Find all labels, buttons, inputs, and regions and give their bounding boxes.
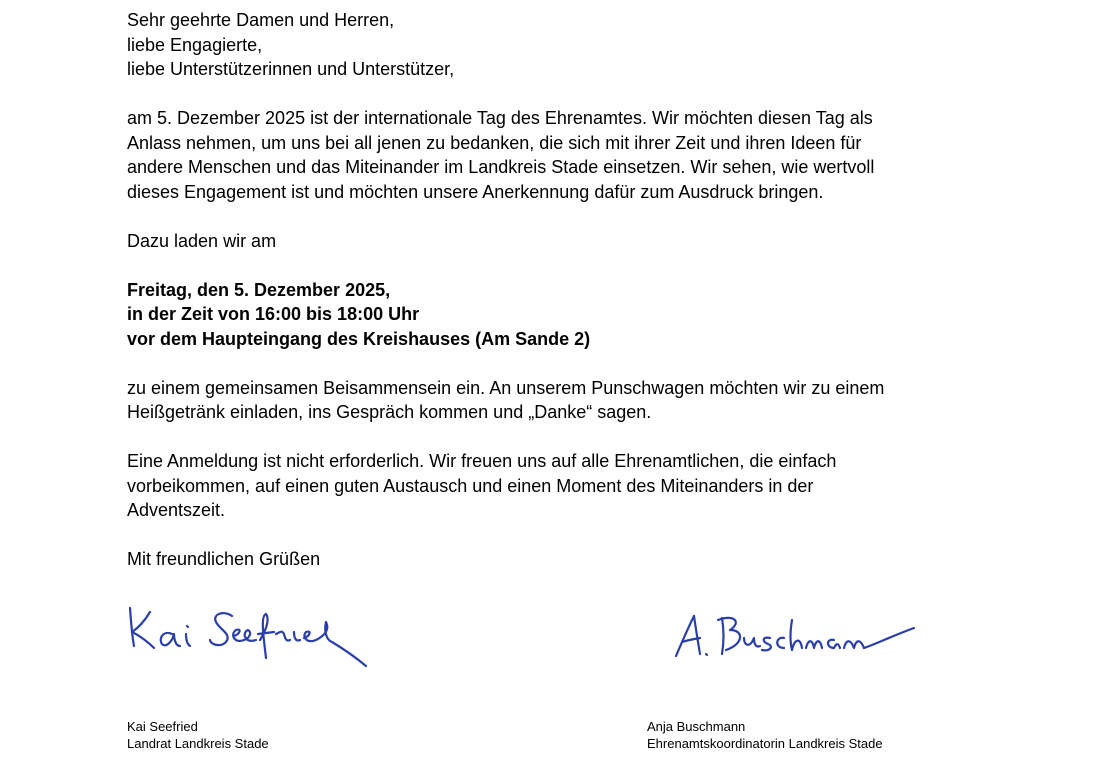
signature-a-buschmann-graphic	[670, 608, 920, 668]
invitation-lead: Dazu laden wir am	[127, 230, 277, 251]
salutation-line: liebe Unterstützerinnen und Unterstützer,	[127, 59, 455, 79]
paragraph-line: am 5. Dezember 2025 ist der internationale Tag des Ehrenamtes. Wir möchten diesen Tag als	[127, 108, 873, 128]
event-time: in der Zeit von 16:00 bis 18:00 Uhr	[127, 304, 420, 324]
signatory-right	[647, 718, 883, 752]
paragraph-line: vorbeikommen, auf einen guten Austausch und einen Moment des Miteinanders in der	[127, 475, 814, 496]
paragraph-line: Adventszeit.	[127, 500, 226, 520]
letter-body	[127, 8, 1027, 572]
signatory-name: Kai Seefried	[127, 719, 198, 734]
paragraph-line: dieses Engagement ist und möchten unsere Anerkennung dafür zum Ausdruck bringen.	[127, 181, 824, 202]
signatory-name: Anja Buschmann	[647, 719, 746, 734]
signatory-left	[127, 718, 269, 752]
gathering-paragraph	[127, 376, 1027, 425]
signature-kai-seefried	[120, 600, 380, 675]
signatory-title: Ehrenamtskoordinatorin Landkreis Stade	[647, 736, 883, 751]
signature-a-buschmann	[670, 608, 920, 668]
signatory-title: Landrat Landkreis Stade	[127, 736, 269, 751]
signature-kai-seefried-graphic	[120, 600, 380, 675]
salutation	[127, 8, 1027, 82]
closing: Mit freundlichen Grüßen	[127, 549, 321, 569]
event-date: Freitag, den 5. Dezember 2025,	[127, 279, 391, 300]
paragraph-line: zu einem gemeinsamen Beisammensein ein. An unserem Punschwagen möchten wir zu einem	[127, 377, 885, 398]
registration-paragraph	[127, 449, 1027, 523]
paragraph-line: Anlass nehmen, um uns bei all jenen zu bedanken, die sich mit ihrer Zeit und ihren Ideen für	[127, 132, 862, 153]
intro-paragraph	[127, 106, 1027, 204]
paragraph-line: andere Menschen und das Miteinander im Landkreis Stade einsetzen. Wir sehen, wie wertvoll	[127, 157, 875, 177]
event-place: vor dem Haupteingang des Kreishauses (Am Sande 2)	[127, 328, 591, 349]
event-details	[127, 278, 1027, 352]
paragraph-line: Eine Anmeldung ist nicht erforderlich. Wir freuen uns auf alle Ehrenamtlichen, die einfach	[127, 451, 837, 471]
salutation-line: Sehr geehrte Damen und Herren,	[127, 10, 395, 30]
paragraph-line: Heißgetränk einladen, ins Gespräch kommen und „Danke“ sagen.	[127, 402, 652, 422]
salutation-line: liebe Engagierte,	[127, 34, 263, 55]
